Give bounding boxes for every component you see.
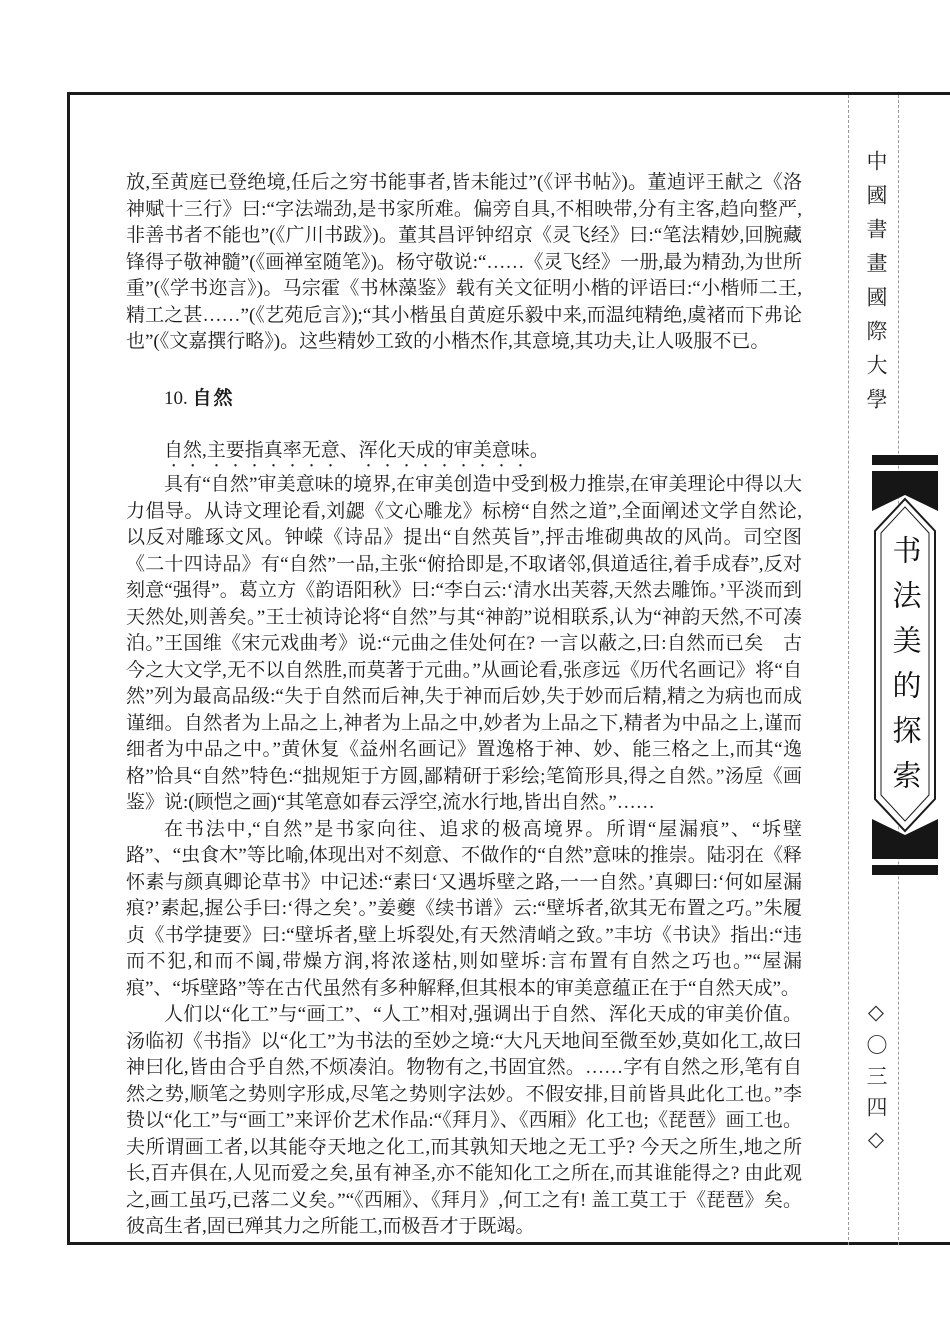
- emphasized-text: 浑化天成的审美意味: [358, 440, 530, 461]
- paragraph: 在书法中,“自然”是书家向往、追求的极高境界。所谓“屋漏痕”、“坼壁路”、“虫食木”等比喻,体现出对不刻意、不做作的“自然”意味的推崇。陆羽在《释怀素与颜真卿论草书》中记述:“素曰‘又遇坼壁之路,一一自然。’真卿曰:‘何如屋漏痕?’素起,握公手曰:‘得之矣’。”姜夔《续书谱》云:“壁坼者,欲其无布置之巧。”朱履贞《书学捷要》曰:“壁坼者,壁上坼裂处,有天然清峭之致。”丰坊《书诀》指出:“违而不犯,和而不阘,带燥方润,将浓遂枯,则如壁坼:言布置有自然之巧也。”“屋漏痕”、“坼壁路”等在古代虽然有多种解释,但其根本的审美意蕴正在于“自然天成”。: [126, 818, 802, 999]
- emphasis-sentence: [126, 438, 802, 472]
- paragraph: 具有“自然”审美意味的境界,在审美创造中受到极力推崇,在审美理论中得以大力倡导。从诗文理论看,刘勰《文心雕龙》标榜“自然之道”,全面阐述文学自然论,以反对雕琢文风。钟嵘《诗品》提出“自然英旨”,抨击堆砌典故的风尚。司空图《二十四诗品》有“自然”一品,主张“俯拾即是,不取诸邻,俱道适往,着手成春”,反对刻意“强得”。葛立方《韵语阳秋》曰:“李白云:‘清水出芙蓉,天然去雕饰。’平淡而到天然处,则善矣。”王士祯诗论将“自然”与其“神韵”说相联系,认为“神韵天然,不可凑泊。”王国维《宋元戏曲考》说:“元曲之佳处何在? 一言以蔽之,曰:自然而已矣 古今之大文学,无不以自然胜,而莫著于元曲。”从画论看,张彦远《历代名画记》将“自然”列为最高品级:“失于自然而后神,失于神而后妙,失于妙而后精,精之为病也而成谨细。自然者为上品之上,神者为上品之中,妙者为上品之下,精者为中品之上,谨而细者为中品之中。”黄休复《益州名画记》置逸格于神、妙、能三格之上,而其“逸格”恰具“自然”特色:“拙规矩于方圆,鄙精研于彩绘;笔简形具,得之自然。”汤垕《画鉴》说:(顾恺之画)“其笔意如春云浮空,流水行地,皆出自然。”……: [126, 474, 802, 813]
- banner-book-title: 书法美的探索: [888, 535, 921, 805]
- paragraph: 放,至黄庭已登绝境,任后之穷书能事者,皆未能过”(《评书帖》)。董逌评王献之《洛神赋十三行》曰:“字法端劲,是书家所难。偏旁自具,不相映带,分有主客,趋向整严,非善书者不能也”(《广川书跋》)。董其昌评钟绍京《灵飞经》曰:“笔法精妙,回腕藏锋得子敬神髓”(《画禅室随笔》)。杨守敬说:“……《灵飞经》一册,最为精劲,为世所重”(《学书迩言》)。马宗霍《书林藻鉴》载有关文征明小楷的评语曰:“小楷师二王,精工之甚……”(《艺苑卮言》);“其小楷虽自黄庭乐毅中来,而温纯精绝,虞褚而下弗论也”(《文嘉撰行略》)。这些精妙工致的小楷杰作,其意境,其功夫,让人吸服不已。: [126, 172, 802, 352]
- sidebar-university-title: 中國書畫國際大學: [864, 150, 888, 422]
- plain-punctuation: 。: [529, 440, 549, 461]
- emphasized-text: 主要指真率无意: [206, 440, 340, 461]
- plain-punctuation: 、: [339, 440, 359, 461]
- sidebar-rule-left: [848, 95, 849, 1245]
- banner-top-bar: [872, 455, 938, 465]
- folio-page-number: ◇〇三四◇: [864, 1000, 888, 1161]
- section-number: 10.: [164, 387, 193, 409]
- section-heading: [126, 386, 802, 413]
- paragraph: 人们以“化工”与“画工”、“人工”相对,强调出于自然、浑化天成的审美价值。汤临初《书指》以“化工”为书法的至妙之境:“大凡天地间至微至妙,莫如化工,故曰神曰化,皆由合乎自然,不烦凑泊。物物有之,书固宜然。……字有自然之形,笔有自然之势,顺笔之势则字形成,尽笔之势则字法妙。不假安排,目前皆具此化工也。”李贽以“化工”与“画工”来评价艺术作品:“《拜月》、《西厢》化工也;《琵琶》画工也。夫所谓画工者,以其能夺天地之化工,而其孰知天地之无工乎? 今天之所生,地之所长,百卉俱在,人见而爱之矣,虽有神圣,亦不能知化工之所在,而其谁能得之? 由此观之,画工虽巧,已落二义矣。”“《西厢》、《拜月》,何工之有! 盖工莫工于《琵琶》矣。彼高生者,固已殚其力之所能工,而极吾才于既竭。: [126, 1004, 802, 1237]
- banner-bottom-bar: [872, 865, 938, 875]
- section-title: 自然: [192, 387, 235, 409]
- text-blocks: [126, 170, 802, 1241]
- plain-punctuation: ,: [202, 440, 207, 461]
- ornament-banner: [872, 455, 938, 875]
- emphasized-text: 自然: [164, 440, 203, 461]
